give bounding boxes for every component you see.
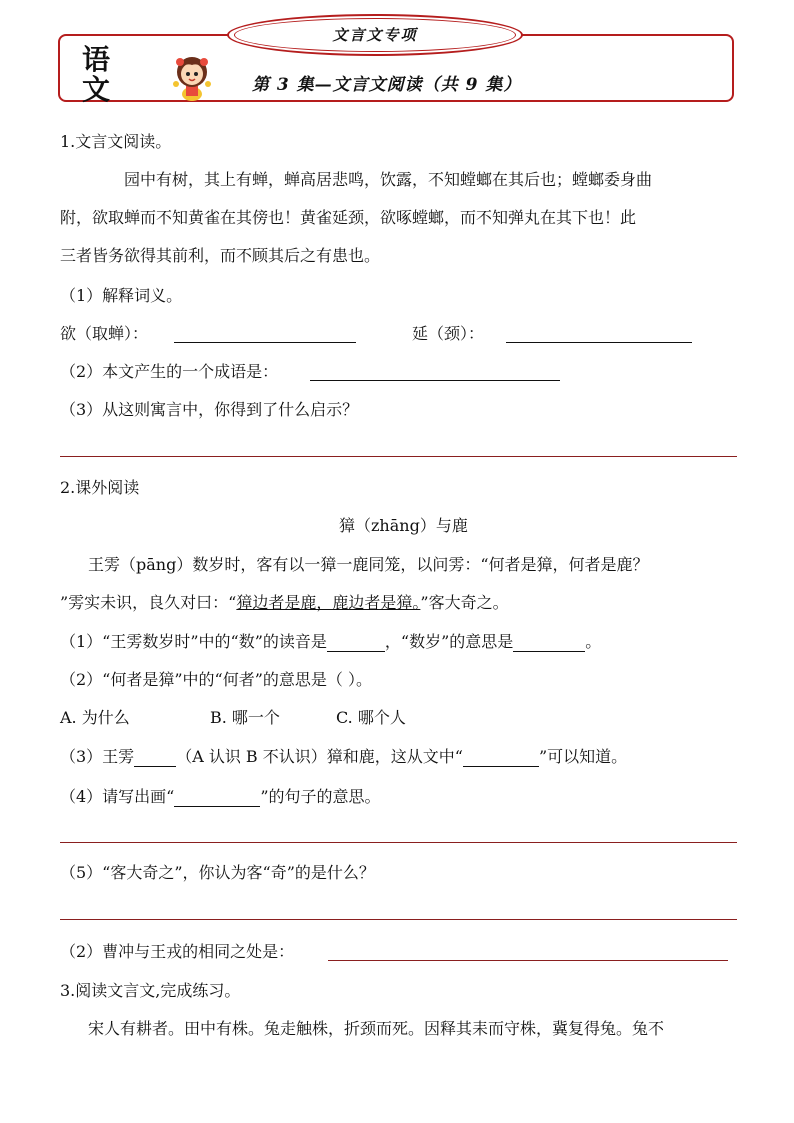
- q2-s6: （2）曹冲与王戎的相同之处是：: [60, 942, 295, 961]
- q1-passage-line2: 附，欲取蝉而不知黄雀在其傍也！黄雀延颈，欲啄螳螂，而不知弹丸在其下也！此: [60, 208, 637, 227]
- q2-s4-blank[interactable]: [174, 788, 260, 807]
- q2-passage-title: 獐（zhāng）与鹿: [339, 516, 468, 535]
- q2-passage-line2: [60, 593, 509, 613]
- q2-passage-line2-end: ”客大奇之。: [420, 593, 509, 612]
- q2-s6-answer-line[interactable]: [328, 960, 728, 961]
- q1-sub3: （3）从这则寓言中，你得到了什么启示？: [60, 400, 359, 419]
- q2-underlined-sentence: 獐边者是鹿，鹿边者是獐。: [236, 593, 421, 612]
- q2-s3-part-a: （3）王雱: [60, 747, 135, 766]
- q1-insight-answer-line[interactable]: [60, 456, 737, 457]
- header-title: 第 3 集—文言文阅读（共 9 集）: [252, 75, 522, 95]
- q1-word2-answer-line[interactable]: [506, 342, 692, 343]
- q2-s4-part-a: （4）请写出画“: [60, 787, 175, 806]
- q2-option-b[interactable]: B. 哪一个: [210, 708, 280, 727]
- q2-s4-answer-line[interactable]: [60, 842, 737, 843]
- q1-sub2: （2）本文产生的一个成语是：: [60, 362, 279, 381]
- header-topic: 文言文专项: [332, 26, 418, 44]
- q2-s1-blank-pronunciation[interactable]: [327, 633, 385, 652]
- q1-sub1: （1）解释词义。: [60, 286, 183, 305]
- q2-option-a[interactable]: A. 为什么: [60, 708, 130, 727]
- q3-heading: 3.阅读文言文,完成练习。: [60, 981, 241, 1000]
- girl-mascot-icon: [168, 50, 216, 102]
- q2-s4: [60, 787, 381, 807]
- q2-s1-part-c: 。: [585, 632, 602, 651]
- q2-s4-part-b: ”的句子的意思。: [260, 787, 381, 806]
- q2-passage-line1: 王雱（pāng）数岁时，客有以一獐一鹿同笼，以问雱：“何者是獐，何者是鹿？: [88, 555, 649, 574]
- q2-heading: 2.课外阅读: [60, 478, 140, 497]
- q2-option-c[interactable]: C. 哪个人: [336, 708, 406, 727]
- subject-char-1: 语: [82, 43, 111, 76]
- q2-s1: [60, 632, 601, 652]
- q2-s3-part-c: ”可以知道。: [538, 747, 628, 766]
- q1-word1-answer-line[interactable]: [174, 342, 356, 343]
- q2-s3-blank-quote[interactable]: [463, 748, 539, 767]
- q2-s1-blank-meaning[interactable]: [513, 633, 585, 652]
- q2-s5-answer-line[interactable]: [60, 919, 737, 920]
- q1-heading: 1.文言文阅读。: [60, 132, 172, 151]
- q2-s5: （5）“客大奇之”，你认为客“奇”的是什么？: [60, 863, 375, 882]
- q2-s3-part-b: （A 认识 B 不认识）獐和鹿，这从文中“: [176, 747, 463, 766]
- subject-char-2: 文: [82, 73, 111, 106]
- q1-word1-label: 欲（取蝉）：: [60, 324, 149, 343]
- q2-s1-part-a: （1）“王雱数岁时”中的“数”的读音是: [60, 632, 327, 651]
- q1-passage-line1: 园中有树，其上有蝉，蝉高居悲鸣，饮露，不知螳螂在其后也；螳螂委身曲: [124, 170, 653, 189]
- q1-word2-label: 延（颈）：: [412, 324, 485, 343]
- q2-s3: [60, 747, 627, 767]
- q2-s1-part-b: ，“数岁”的意思是: [384, 632, 514, 651]
- q3-passage-line1: 宋人有耕者。田中有株。兔走触株，折颈而死。因释其耒而守株，冀复得兔。兔不: [88, 1019, 665, 1038]
- q1-idiom-answer-line[interactable]: [310, 380, 560, 381]
- q2-s2: （2）“何者是獐”中的“何者”的意思是（ ）。: [60, 670, 372, 689]
- q1-passage-line3: 三者皆务欲得其前利，而不顾其后之有患也。: [60, 246, 381, 265]
- q2-s3-blank-choice[interactable]: [134, 748, 176, 767]
- q2-passage-line2-start: ”雱实未识，良久对曰：“: [60, 593, 237, 612]
